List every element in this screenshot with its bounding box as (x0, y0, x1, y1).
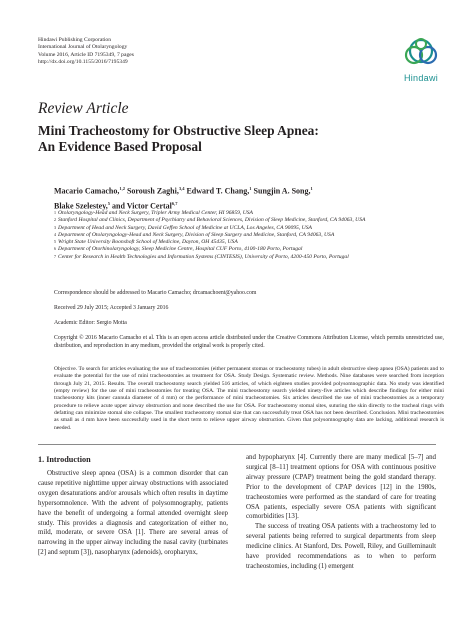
copyright-notice: Copyright © 2016 Macario Camacho et al. This is an open access article distributed under the Creative Commons Attribution License, which permits unrestricted use, distribution, and reproduction in any medium, provided the original work is properly cited. (54, 335, 444, 349)
affiliation-item (54, 217, 444, 224)
affiliation-number: 7 (54, 253, 56, 259)
academic-editor: Academic Editor: Sergio Motta (54, 320, 127, 326)
affiliation-number: 6 (54, 246, 56, 252)
correspondence: Correspondence should be addressed to Macario Camacho; drcamachoent@yahoo.com (54, 290, 257, 296)
affiliation-number: 1 (54, 210, 56, 215)
received-dates: Received 29 July 2015; Accepted 3 January 2016 (54, 305, 169, 311)
body-column-left (38, 469, 228, 558)
affiliation-number: 3 (54, 224, 56, 230)
author-name: Soroush Zaghi, (126, 186, 179, 196)
authors-line-1: Macario Camacho,$^{1,2}$ Soroush Zaghi,$^{3,4}$ Edward T. Chang,$^1$ Sungjin A. Song,$^1$ (54, 186, 313, 196)
affiliation-text: Wright State University Boonshoft School of Medicine, Dayton, OH 45435, USA (58, 239, 238, 246)
affiliation-text: Center for Research in Health Technologies and Information Systems (CINTESIS), University of Porto, 4200-450 Porto, Portugal (58, 253, 349, 260)
section-divider (38, 444, 436, 445)
intro-paragraph: Obstructive sleep apnea (OSA) is a common disorder that can cause repetitive nighttime upper airway obstructions with associated oxygen desaturations and/or arousals which often results in daytime hypersomnolence. With the advent of polysomnography, patients have the benefit of undergoing a formal attended overnight sleep study. This provides a diagnosis and categorization of either no, mild, moderate, or severe OSA [1]. There are several areas of narrowing in the upper airway including the nasal cavity (turbinates [2] and septum [3]), nasopharynx (adenoids), oropharynx, (38, 470, 228, 557)
affiliations-list (54, 210, 444, 261)
affiliation-text: Stanford Hospital and Clinics, Department of Psychiatry and Behavioral Sciences, Division of Sleep Medicine, Stanford, CA 94063, USA (58, 217, 366, 224)
article-type: Review Article (38, 100, 129, 117)
doi-link[interactable]: http://dx.doi.org/10.1155/2016/7195349 (38, 59, 128, 66)
affiliation-text: Otolaryngology-Head and Neck Surgery, Tripler Army Medical Center, HI 96859, USA (58, 210, 253, 216)
authors-line-2: Blake Szelestey,$^5$ and Victor Certal$^{6,7}$ (54, 201, 178, 211)
author-name: Blake Szelestey, (54, 201, 108, 211)
volume-info: Volume 2016, Article ID 7195349, 7 pages (38, 51, 134, 58)
section-heading: 1. Introduction (38, 455, 91, 464)
affiliation-item (54, 254, 444, 261)
body-column-right (246, 453, 436, 572)
author-list (54, 183, 434, 213)
abstract: Objective. To search for articles evaluating the use of tracheostomies (either permanent stomas or tracheostomy tubes) in adult obstructive sleep apnea (OSA) patients and to evaluate the potential for the use of mini tracheostomies as treatment for OSA. Study Design. Systematic review. Methods. Nine databases were searched from inception through July 21, 2015. Results. The overall tracheostomy search yielded 516 articles, of which eighteen studies provided polysomnographic data. No study was identified (empty review) for the use of mini tracheostomies for treating OSA. The mini tracheostomy search yielded ninety-five articles which describe findings for either mini tracheostomy kits (inner cannula diameter of 4 mm) or the performance of mini tracheostomies. Six articles described the use of mini tracheostomies as a temporary procedure to relieve acute upper airway obstruction and none described the use for OSA. For tracheostomy stomal sites, suturing the skin directly to the tracheal rings with defatting can minimize stomal site collapse. The smallest tracheostomy stomal size that can successfully treat OSA has not been described. Conclusion. Mini tracheostomies as small as 4 mm have been successfully used in the short term to relieve upper airway obstruction. Given that polysomnography data are lacking, additional research is needed. (54, 366, 444, 431)
affiliation-text: Department of Head and Neck Surgery, David Geffen School of Medicine at UCLA, Los Angeles, CA 90095, USA (58, 224, 312, 231)
publisher-info (38, 37, 134, 67)
affiliation-item (54, 225, 444, 232)
affiliation-text: Department of Otorhinolaryngology, Sleep Medicine Centre, Hospital CUF Porto, 4100-180 Porto, Portugal (58, 246, 303, 253)
affiliation-item (54, 246, 444, 253)
author-name: Edward T. Chang, (186, 186, 250, 196)
journal-name: International Journal of Otolaryngology (38, 44, 128, 51)
hindawi-logo-text: Hindawi (403, 73, 439, 83)
affiliation-number: 4 (54, 231, 56, 237)
article-title (38, 123, 428, 155)
affiliation-text: Department of Otolaryngology-Head and Neck Surgery, Division of Sleep Surgery and Medicine, Stanford, CA 94063, USA (58, 231, 335, 238)
author-name: Sungjin A. Song, (253, 186, 311, 196)
title-line-2: An Evidence Based Proposal (38, 139, 202, 154)
intro-paragraph-2: The success of treating OSA patients with a tracheostomy led to several patients being referred to surgical departments from sleep medicine clinics. At Stanford, Drs. Powell, Riley, and Guilleminault have provided recommendations as to when to perform tracheostomies, including (1) emergent (246, 523, 436, 570)
author-name: Macario Camacho, (54, 186, 120, 196)
author-name: and Victor Certal (112, 201, 172, 211)
affiliation-number: 2 (54, 217, 56, 223)
publisher-name: Hindawi Publishing Corporation (38, 37, 112, 43)
intro-paragraph-continued: and hypopharynx [4]. Currently there are many medical [5–7] and surgical [8–11] treatment options for OSA with continuous positive airway pressure (CPAP) treatment being the gold standard therapy. Prior to the development of CPAP devices [12] in the 1980s, tracheostomies were performed as the standard of care for treating OSA patients, especially severe OSA patients with significant comorbidities [13]. (246, 454, 436, 521)
title-line-1: Mini Tracheostomy for Obstructive Sleep Apnea: (38, 123, 319, 138)
affiliation-number: 5 (54, 239, 56, 245)
